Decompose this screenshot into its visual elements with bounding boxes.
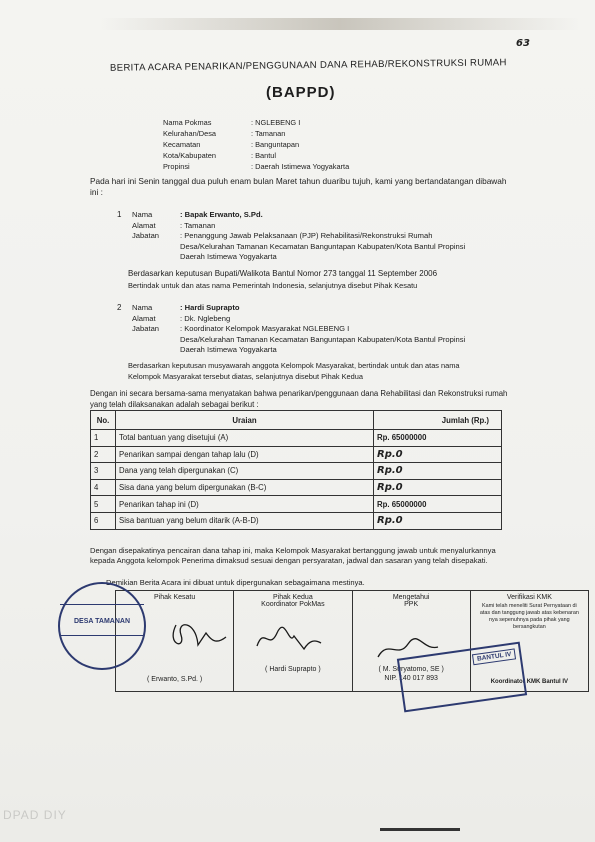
table-row: 5 Penarikan tahap ini (D) Rp. 65000000	[91, 496, 502, 513]
signature-scribble	[136, 615, 236, 665]
village-seal-stamp: DESA TAMANAN	[58, 582, 146, 670]
watermark: DPAD DIY	[3, 808, 67, 822]
party2-sk2: Kelompok Masyarakat tersebut diatas, selanjutnya disebut Pihak Kedua	[128, 372, 363, 381]
signature-scribble	[249, 621, 329, 661]
party2-name: : Hardi Suprapto	[180, 303, 240, 312]
disbursement-table	[90, 410, 502, 530]
document-title: BERITA ACARA PENARIKAN/PENGGUNAAN DANA REHAB/REKONSTRUKSI RUMAH	[109, 57, 507, 74]
agreement-paragraph: Dengan ini secara bersama-sama menyatakan bahwa penarikan/penggunaan dana Rehabilitasi dan Rekonstruksi rumah yang telah dilaksanakan adalah sebagai berikut :	[90, 389, 508, 409]
intro-paragraph: Pada hari ini Senin tanggal dua puluh enam bulan Maret tahun duaribu tujuh, kami yang bertandatangan dibawah ini :	[90, 176, 507, 197]
scan-shadow	[100, 18, 580, 30]
closing-paragraph: Dengan disepakatinya pencairan dana tahap ini, maka Kelompok Masyarakat bertanggung jawab untuk menyalurkannya kepada Anggota kelompok Penerima dimaksud sesuai dengan persyaratan, jadwal dan sasaran yang telah disepakati.	[90, 546, 496, 565]
identity-row: Kelurahan/Desa : Tamanan	[163, 129, 286, 138]
party2-block: 2 Nama : Hardi Suprapto Alamat : Dk. Nglebeng Jabatan : Koordinator Kelompok Masyarakat NGLEBENG I Desa/Kelurahan Tamanan Kecamatan Banguntapan Kabupaten/Kota Bantul Propinsi Daerah Istimewa Yogyakarta	[117, 303, 466, 354]
footer-mark	[380, 828, 460, 831]
party1-bertindak: Bertindak untuk dan atas nama Pemerintah Indonesia, selanjutnya disebut Pihak Kesatu	[128, 281, 418, 290]
signature-ppk: Mengetahui PPK ( M. Suryatomo, SE ) NIP. 140 017 893	[353, 591, 471, 691]
signature-pihak-kedua: Pihak Kedua Koordinator PokMas ( Hardi Suprapto )	[234, 591, 352, 691]
identity-row: Nama Pokmas : NGLEBENG I	[163, 118, 301, 127]
kmk-verification-stamp: BANTUL IV	[397, 642, 527, 713]
identity-row: Propinsi : Daerah Istimewa Yogyakarta	[163, 162, 350, 171]
table-row: 4 Sisa dana yang belum dipergunakan (B-C) Rp.0	[91, 479, 502, 496]
party1-sk: Berdasarkan keputusan Bupati/Walikota Bantul Nomor 273 tanggal 11 September 2006	[128, 269, 438, 278]
party1-block: 1 Nama : Bapak Erwanto, S.Pd. Alamat : Tamanan Jabatan : Penanggung Jawab Pelaksanaan (PJP) Rehabilitasi/Rekonstruksi Rumah Desa/Kelurahan Tamanan Kecamatan Banguntapan Kabupaten/Kota Bantul Propinsi Daerah Istimewa Yogyakarta	[117, 210, 466, 261]
table-row: 6 Sisa bantuan yang belum ditarik (A-B-D) Rp.0	[91, 512, 502, 529]
signature-pihak-kesatu: Pihak Kesatu ( Erwanto, S.Pd. )	[116, 591, 234, 691]
document-subtitle: (BAPPD)	[266, 84, 336, 101]
closing-statement: Demikian Berita Acara ini dibuat untuk dipergunakan sebagaimana mestinya.	[106, 578, 365, 587]
table-row: 3 Dana yang telah dipergunakan (C) Rp.0	[91, 463, 502, 480]
identity-block	[163, 117, 349, 172]
party2-sk1: Berdasarkan keputusan musyawarah anggota Kelompok Masyarakat, bertindak untuk dan atas nama	[128, 361, 460, 370]
party1-name: : Bapak Erwanto, S.Pd.	[180, 210, 263, 219]
identity-row: Kecamatan : Banguntapan	[163, 140, 300, 149]
page-number: 63	[516, 38, 530, 49]
table-header-row: No. Uraian Jumlah (Rp.)	[91, 411, 502, 430]
table-row: 2 Penarikan sampai dengan tahap lalu (D) Rp.0	[91, 446, 502, 463]
identity-row: Kota/Kabupaten : Bantul	[163, 151, 277, 160]
table-row: 1 Total bantuan yang disetujui (A) Rp. 65000000	[91, 430, 502, 447]
signature-kmk: Verifikasi KMK Kami telah meneliti Surat Pernyataan di atas dan tanggung jawab atas kebenaran nya sepenuhnya pada pihak yang bersangkutan Koordinator KMK Bantul IV	[479, 594, 579, 685]
